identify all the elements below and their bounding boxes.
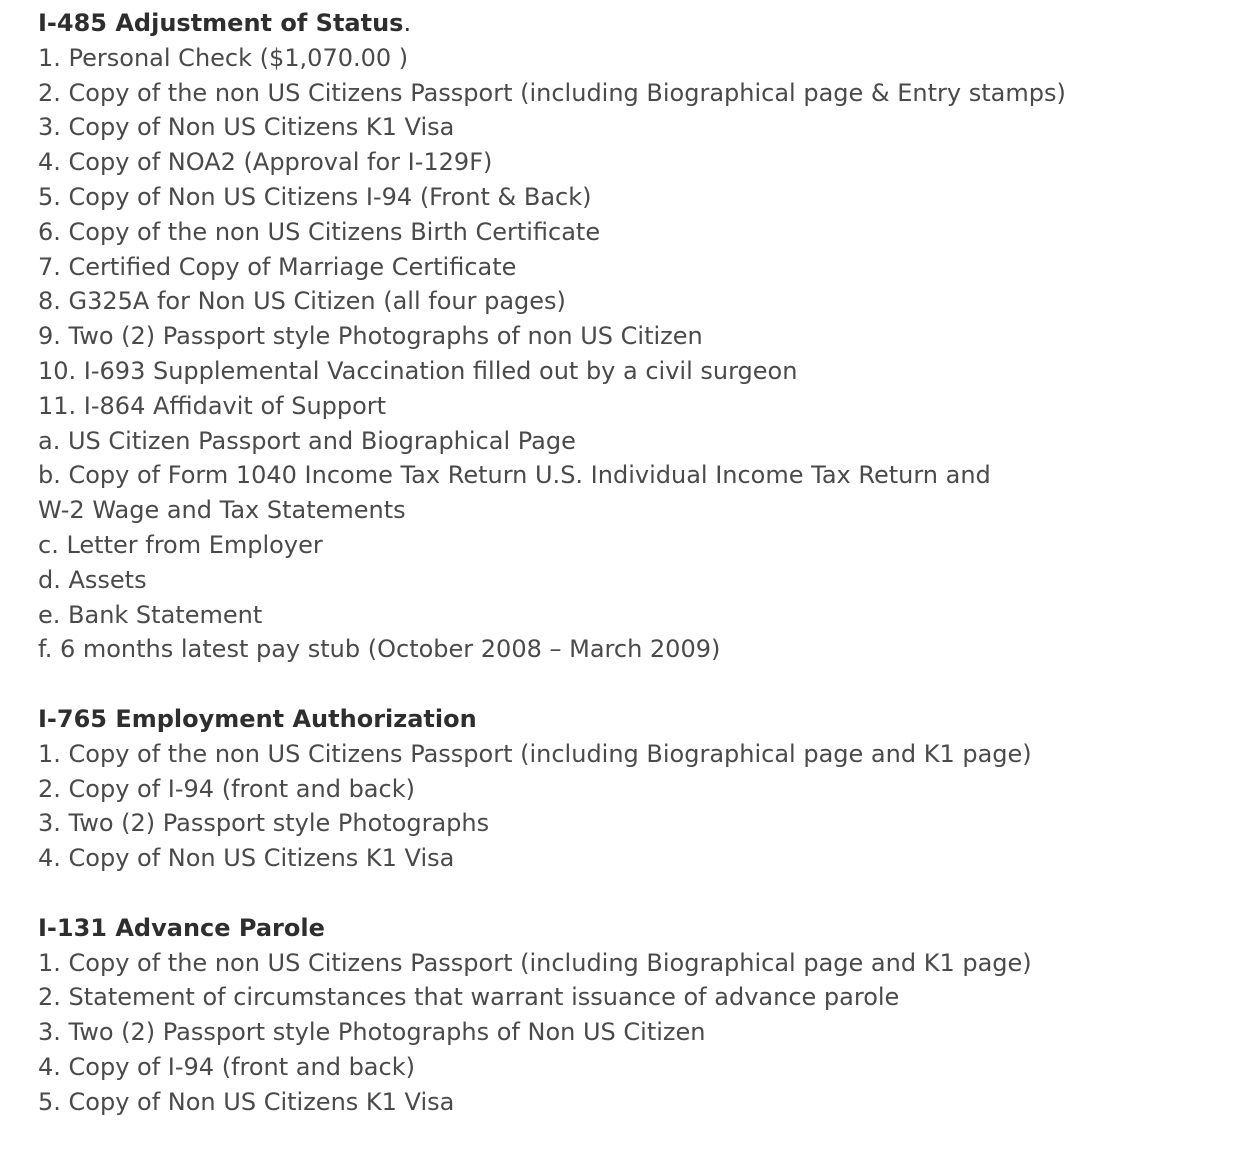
requirement-item: 7. Certified Copy of Marriage Certificate — [38, 252, 517, 281]
requirement-list — [38, 737, 1228, 876]
requirement-item: 1. Copy of the non US Citizens Passport (including Biographical page and K1 page) — [38, 948, 1032, 977]
requirement-item: 8. G325A for Non US Citizen (all four pages) — [38, 287, 566, 316]
requirement-item: 10. I-693 Supplemental Vaccination filled out by a civil surgeon — [38, 356, 798, 385]
requirement-item: 2. Copy of the non US Citizens Passport (including Biographical page & Entry stamps) — [38, 78, 1066, 107]
requirement-item: d. Assets — [38, 565, 147, 594]
form-section — [38, 911, 1228, 1120]
requirement-item: W-2 Wage and Tax Statements — [38, 496, 406, 525]
document-body — [38, 6, 1228, 1120]
requirement-list — [38, 41, 1228, 667]
requirement-item: 1. Copy of the non US Citizens Passport (including Biographical page and K1 page) — [38, 739, 1032, 768]
requirement-item: 3. Copy of Non US Citizens K1 Visa — [38, 113, 455, 142]
requirement-item: 4. Copy of I-94 (front and back) — [38, 1052, 415, 1081]
requirement-item: a. US Citizen Passport and Biographical Page — [38, 426, 576, 455]
requirement-item: 3. Two (2) Passport style Photographs of Non US Citizen — [38, 1018, 706, 1047]
section-heading — [38, 702, 1228, 737]
section-heading-text: I-765 Employment Authorization — [38, 704, 477, 733]
requirement-item: e. Bank Statement — [38, 600, 263, 629]
requirement-item: 5. Copy of Non US Citizens K1 Visa — [38, 1087, 455, 1116]
form-section — [38, 702, 1228, 876]
section-heading — [38, 911, 1228, 946]
requirement-item: b. Copy of Form 1040 Income Tax Return U.S. Individual Income Tax Return and — [38, 461, 991, 490]
requirement-item: 2. Copy of I-94 (front and back) — [38, 774, 415, 803]
section-heading-text: I-485 Adjustment of Status — [38, 9, 404, 37]
section-heading — [38, 6, 1228, 41]
requirement-item: f. 6 months latest pay stub (October 2008 – March 2009) — [38, 635, 721, 664]
requirement-item: 11. I-864 Affidavit of Support — [38, 391, 387, 420]
requirement-item: 4. Copy of NOA2 (Approval for I-129F) — [38, 148, 493, 177]
requirement-item: c. Letter from Employer — [38, 530, 323, 559]
section-heading-suffix: . — [403, 9, 412, 37]
requirement-item: 9. Two (2) Passport style Photographs of non US Citizen — [38, 322, 703, 351]
requirement-item: 6. Copy of the non US Citizens Birth Certificate — [38, 217, 601, 246]
requirement-item: 5. Copy of Non US Citizens I-94 (Front & Back) — [38, 182, 592, 211]
section-heading-text: I-131 Advance Parole — [38, 913, 325, 942]
requirement-item: 3. Two (2) Passport style Photographs — [38, 809, 490, 838]
requirement-item: 1. Personal Check ($1,070.00 ) — [38, 43, 409, 72]
requirement-list — [38, 946, 1228, 1120]
form-section — [38, 6, 1228, 667]
requirement-item: 2. Statement of circumstances that warrant issuance of advance parole — [38, 983, 900, 1012]
requirement-item: 4. Copy of Non US Citizens K1 Visa — [38, 844, 455, 873]
